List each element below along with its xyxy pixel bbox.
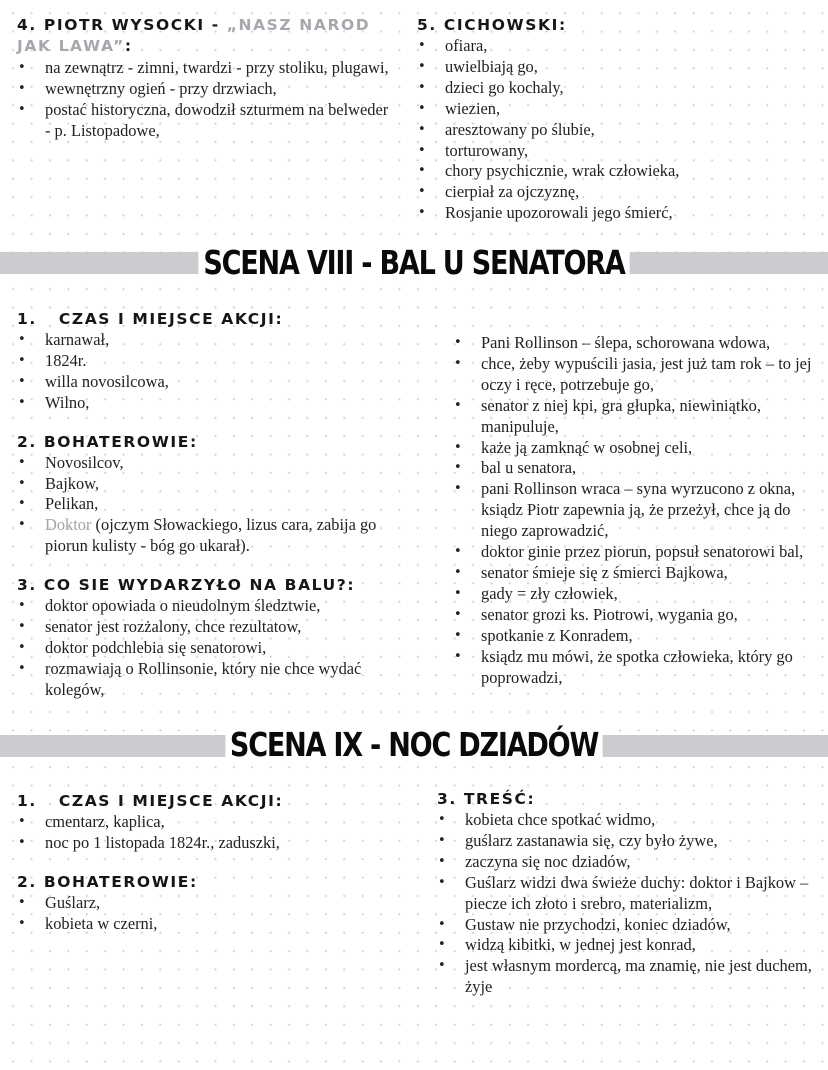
list-item: • postać historyczna, dowodził szturmem na belweder - p. Listopadowe, <box>17 100 397 142</box>
list-item: • Guślarz widzi dwa świeże duchy: doktor i Bajkow – piecze ich złoto i srebro, materializm, <box>437 873 827 915</box>
list-item: • Rosjanie upozorowali jego śmierć, <box>417 203 817 224</box>
bohaterowie-list <box>17 453 412 558</box>
wydarzenia-heading: 3. CO SIE WYDARZYŁO NA BALU?: <box>17 576 356 595</box>
scene-ix-title <box>75 723 754 767</box>
heading-quote: „NASZ NAROD JAK LAWA” <box>17 16 371 55</box>
czas-heading <box>17 791 412 812</box>
wysocki-section <box>17 15 397 142</box>
heading-label: CZAS I MIEJSCE AKCJI: <box>58 310 284 328</box>
scene-title-text: SCENA IX - NOC DZIADÓW <box>225 725 603 764</box>
cichowski-list <box>417 36 817 224</box>
scene-viii-title <box>75 241 754 285</box>
list-item: • na zewnątrz - zimni, twardzi - przy stoliku, plugawi, <box>17 58 397 79</box>
list-item: • cierpiał za ojczyznę, <box>417 182 817 203</box>
czas-list <box>17 330 412 414</box>
list-item: • guślarz zastanawia się, czy było żywe, <box>437 831 827 852</box>
czas-list <box>17 812 412 854</box>
bohaterowie-heading: 2. BOHATEROWIE: <box>17 432 198 451</box>
rollinson-list <box>453 333 825 688</box>
list-item: • kobieta w czerni, <box>17 914 412 935</box>
scene-viii-right <box>453 333 825 688</box>
doktor-description: (ojczym Słowackiego, lizus cara, zabija go piorun kulisty - bóg go ukarał). <box>45 515 377 556</box>
list-item: • dzieci go kochaly, <box>417 78 817 99</box>
list-item <box>17 515 412 557</box>
list-item: • każe ją zamknąć w osobnej celi, <box>453 438 825 459</box>
heading-colon: : <box>124 37 133 55</box>
tresc-list <box>437 810 827 998</box>
list-item: • Novosilcov, <box>17 453 412 474</box>
doktor-name: Doktor <box>45 515 92 535</box>
list-item: • 1824r. <box>17 351 412 372</box>
list-item: • chce, żeby wypuścili jasia, jest już tam rok – to jej oczy i ręce, potrzebuje go, <box>453 354 825 396</box>
list-item: • zaczyna się noc dziadów, <box>437 852 827 873</box>
bohaterowie-heading: 2. BOHATEROWIE: <box>17 872 198 891</box>
list-item: • doktor ginie przez piorun, popsuł senatorowi bal, <box>453 542 825 563</box>
list-item: • wewnętrzny ogień - przy drzwiach, <box>17 79 397 100</box>
list-item: • senator jest rozżalony, chce rezultatow, <box>17 617 412 638</box>
list-item: • Bajkow, <box>17 474 412 495</box>
list-item: • cmentarz, kaplica, <box>17 812 412 833</box>
list-item: • kobieta chce spotkać widmo, <box>437 810 827 831</box>
wydarzenia-list <box>17 596 412 701</box>
heading-number: 1. <box>17 792 37 810</box>
list-item: • widzą kibitki, w jednej jest konrad, <box>437 935 827 956</box>
list-item: • aresztowany po ślubie, <box>417 120 817 141</box>
list-item: • ksiądz mu mówi, że spotka człowieka, który go poprowadzi, <box>453 647 825 689</box>
bohaterowie-list <box>17 893 412 935</box>
list-item: • willa novosilcowa, <box>17 372 412 393</box>
list-item: • senator z niej kpi, gra głupka, niewiniątko, manipuluje, <box>453 396 825 438</box>
list-item: • uwielbiają go, <box>417 57 817 78</box>
list-item: • spotkanie z Konradem, <box>453 626 825 647</box>
list-item: • doktor opowiada o nieudolnym śledztwie, <box>17 596 412 617</box>
list-item: • chory psychicznie, wrak człowieka, <box>417 161 817 182</box>
list-item: • Pelikan, <box>17 494 412 515</box>
heading-text: 4. PIOTR WYSOCKI - <box>17 16 227 34</box>
list-item: • pani Rollinson wraca – syna wyrzucono z okna, ksiądz Piotr zapewnia ją, że przeżył, chce ją do niego zaprowadzić, <box>453 479 825 542</box>
scene-ix-left <box>17 791 412 935</box>
czas-heading <box>17 309 412 330</box>
list-item: • Pani Rollinson – ślepa, schorowana wdowa, <box>453 333 825 354</box>
list-item: • Gustaw nie przychodzi, koniec dziadów, <box>437 915 827 936</box>
heading-number: 1. <box>17 310 37 328</box>
scene-ix-right <box>437 789 827 998</box>
list-item: • senator grozi ks. Piotrowi, wygania go, <box>453 605 825 626</box>
list-item: • Wilno, <box>17 393 412 414</box>
scene-viii-left <box>17 309 412 701</box>
list-item: • bal u senatora, <box>453 458 825 479</box>
list-item: • noc po 1 listopada 1824r., zaduszki, <box>17 833 412 854</box>
list-item: • wiezien, <box>417 99 817 120</box>
list-item: • gady = zły człowiek, <box>453 584 825 605</box>
wysocki-heading <box>17 15 397 57</box>
scene-title-text: SCENA VIII - BAL U SENATORA <box>198 243 629 282</box>
list-item: • ofiara, <box>417 36 817 57</box>
list-item: • karnawał, <box>17 330 412 351</box>
list-item: • rozmawiają o Rollinsonie, który nie chce wydać kolegów, <box>17 659 412 701</box>
list-item: • Guślarz, <box>17 893 412 914</box>
tresc-heading: 3. TREŚĆ: <box>437 790 536 808</box>
list-item: • doktor podchlebia się senatorowi, <box>17 638 412 659</box>
cichowski-section <box>417 15 817 224</box>
list-item: • jest własnym mordercą, ma znamię, nie jest duchem, żyje <box>437 956 827 998</box>
cichowski-heading: 5. CICHOWSKI: <box>417 16 567 34</box>
list-item: • senator śmieje się z śmierci Bajkowa, <box>453 563 825 584</box>
heading-label: CZAS I MIEJSCE AKCJI: <box>58 792 284 810</box>
list-item: • torturowany, <box>417 141 817 162</box>
wysocki-list <box>17 58 397 142</box>
